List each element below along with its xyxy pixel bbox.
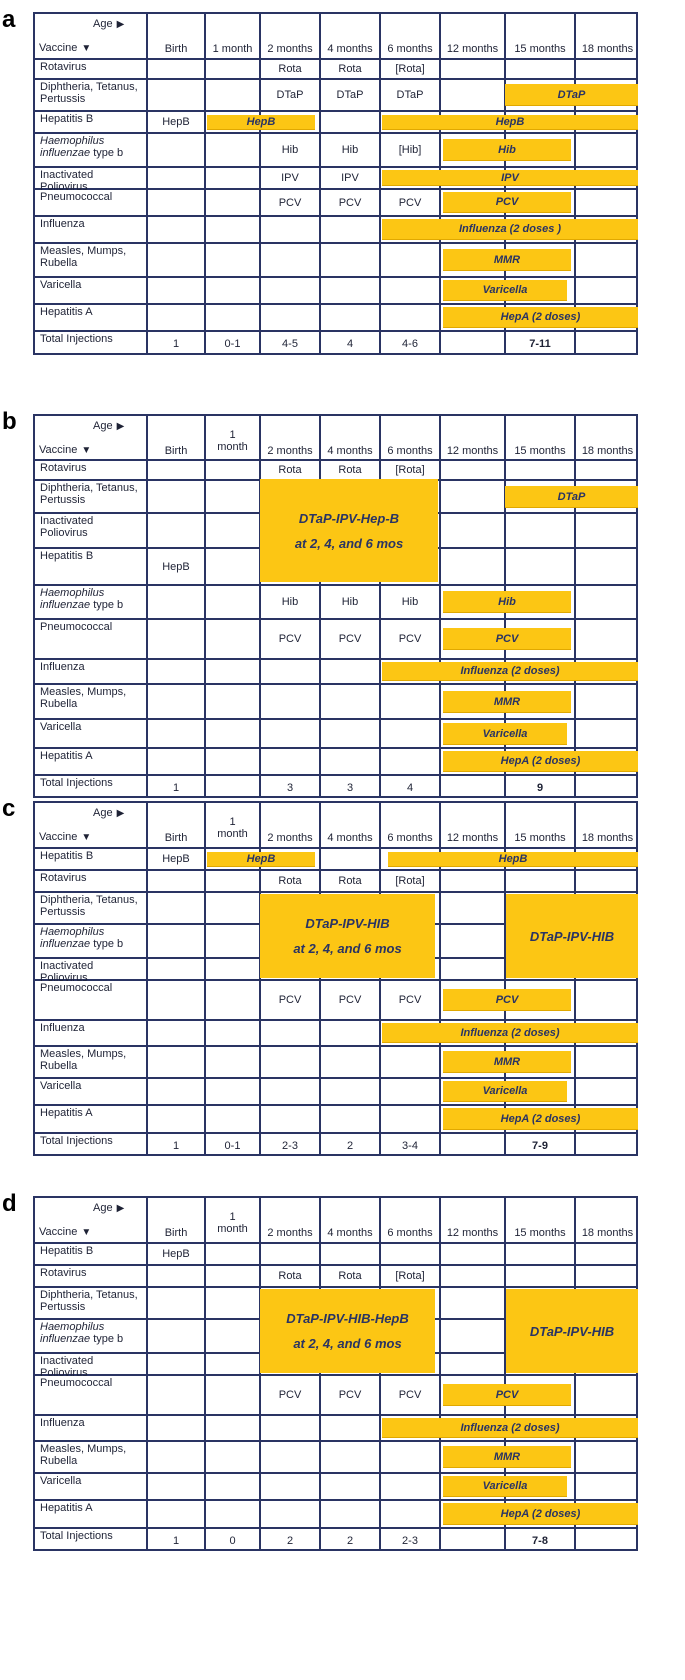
vaccine-label: Vaccine (39, 1226, 78, 1238)
vaccine-name-italic: Haemophilus (40, 1321, 105, 1333)
hib-dose: Hib (401, 596, 419, 608)
hib-dose: [Hib] (398, 144, 422, 156)
vaccine-row-label: Varicella (40, 1475, 82, 1487)
mmr-bar: MMR (443, 1051, 571, 1073)
row-divider (35, 1132, 636, 1134)
pneumococcal-dose: PCV (398, 1389, 422, 1401)
vaccine-row-label: Measles, Mumps, Rubella (40, 1048, 127, 1072)
varicella-bar: Varicella (443, 1476, 567, 1497)
right-arrow-icon: ▶ (116, 19, 125, 30)
panel-label: d (2, 1190, 17, 1217)
dtap-dose: DTaP (276, 89, 304, 101)
rotavirus-dose: Rota (278, 1270, 302, 1282)
vaccine-row-label: Diphtheria, Tetanus, Pertussis (40, 894, 138, 918)
hepb-birth-dose: HepB (162, 561, 190, 573)
age-column-header: 12 months (446, 445, 499, 457)
row-divider (35, 1077, 636, 1079)
row-divider (35, 78, 636, 80)
vaccine-row-label: Total Injections (40, 1135, 113, 1147)
schedule-panel-b (0, 408, 685, 800)
vaccine-row-label: Hepatitis B (40, 850, 94, 862)
row-divider (35, 1104, 636, 1106)
pneumococcal-dose: PCV (398, 633, 422, 645)
row-divider (35, 110, 636, 112)
age-label: Age (93, 807, 113, 819)
age-column-header: 6 months (387, 43, 433, 55)
row-divider (35, 1242, 636, 1244)
hib-dose: Hib (281, 596, 299, 608)
vaccine-row-label: Diphtheria, Tetanus, Pertussis (40, 1289, 138, 1313)
row-divider (35, 683, 636, 685)
row-divider (35, 774, 636, 776)
vaccine-name-italic: influenzae (40, 146, 91, 159)
dtap-dose: DTaP (396, 89, 424, 101)
total-injections-value: 3-4 (402, 1140, 418, 1152)
combo-booster-box (506, 1289, 638, 1373)
vaccine-row-label: Hepatitis B (40, 550, 94, 562)
vaccine-name-italic: Haemophilus (40, 926, 105, 938)
vaccine-label: Vaccine (39, 831, 78, 843)
schedule-grid (33, 414, 638, 798)
pneumococcal-dose: PCV (278, 994, 302, 1006)
row-divider (35, 1045, 636, 1047)
age-column-header: 4 months (327, 43, 373, 55)
pcv-catchup-bar: PCV (443, 192, 571, 213)
column-divider (204, 416, 206, 796)
vaccine-row-label: Measles, Mumps, Rubella (40, 686, 127, 710)
total-injections-value: 2 (346, 1140, 354, 1152)
age-column-header: Birth (164, 832, 188, 844)
combo-vaccine-box (260, 479, 438, 582)
age-header (93, 807, 124, 820)
vaccine-row-label: Pneumococcal (40, 621, 113, 633)
influenza-bar: Influenza (2 doses ) (382, 219, 638, 240)
vaccine-row-label: Rotavirus (40, 462, 87, 474)
ipv-dose: IPV (281, 172, 299, 184)
vaccine-row-label: Haemophilus influenzae type b (40, 1321, 124, 1345)
combo-vaccine-name: DTaP-IPV-Hep-B (298, 510, 400, 526)
hib-catchup-bar: Hib (443, 591, 571, 613)
hib-catchup-bar: Hib (443, 139, 571, 161)
vaccine-header (39, 1226, 91, 1239)
age-column-header: 2 months (267, 43, 313, 55)
hib-dose: Hib (341, 144, 359, 156)
total-injections-value: 0 (229, 1535, 236, 1547)
vaccine-row-label: Pneumococcal (40, 982, 113, 994)
age-column-header: 12 months (446, 1227, 499, 1239)
vaccine-name-italic: influenzae (40, 937, 91, 950)
combo-vaccine-schedule: at 2, 4, and 6 mos (293, 1336, 402, 1351)
vaccine-row-label: Inactivated Poliovirus (40, 1355, 94, 1379)
age-column-header: 4 months (327, 445, 373, 457)
total-injections-value: 2 (346, 1535, 354, 1547)
hepa-bar: HepA (2 doses) (443, 751, 638, 772)
hepa-bar: HepA (2 doses) (443, 1108, 638, 1130)
combo-vaccine-box (260, 894, 435, 978)
vaccine-row-label: Inactivated Poliovirus (40, 169, 94, 193)
pneumococcal-dose: PCV (338, 1389, 362, 1401)
combo-vaccine-schedule: at 2, 4, and 6 mos (293, 941, 402, 956)
row-divider (35, 1414, 636, 1416)
dtap-booster-bar: DTaP (505, 486, 638, 508)
age-column-header: 18 months (581, 1227, 634, 1239)
dtap-dose: DTaP (336, 89, 364, 101)
vaccine-row-label: Varicella (40, 721, 82, 733)
total-injections-value: 3 (346, 782, 354, 794)
vaccine-row-label: Inactivated Poliovirus (40, 515, 94, 539)
total-injections-value: 4 (406, 782, 414, 794)
row-divider (35, 718, 636, 720)
varicella-bar: Varicella (443, 723, 567, 745)
age-column-header: 1 month (212, 43, 253, 55)
down-arrow-icon: ▼ (81, 832, 92, 843)
hepb-birth-dose: HepB (162, 853, 190, 865)
hepb-bar: HepB (207, 115, 315, 130)
vaccine-row-label: Hepatitis A (40, 1502, 93, 1514)
vaccine-label: Vaccine (39, 444, 78, 456)
varicella-bar: Varicella (443, 280, 567, 301)
row-divider (35, 584, 636, 586)
vaccine-row-label: Haemophilus influenzae type b (40, 135, 124, 159)
hib-dose: Hib (281, 144, 299, 156)
vaccine-name-italic: influenzae (40, 598, 91, 611)
row-divider (35, 242, 636, 244)
rotavirus-dose: [Rota] (395, 1270, 425, 1282)
row-divider (35, 618, 636, 620)
combo-vaccine-schedule: at 2, 4, and 6 mos (294, 535, 404, 551)
vaccine-row-label: Influenza (40, 661, 85, 673)
ipv-bar: IPV (382, 170, 638, 186)
hepb-bar: HepB (382, 115, 638, 130)
hepb-bar: HepB (388, 852, 638, 867)
row-divider (35, 1264, 636, 1266)
total-injections-value: 1 (172, 338, 180, 350)
schedule-grid (33, 12, 638, 355)
vaccine-row-label: Hepatitis B (40, 113, 94, 125)
rotavirus-dose: Rota (278, 63, 302, 75)
vaccine-row-label: Varicella (40, 1080, 82, 1092)
pneumococcal-dose: PCV (398, 994, 422, 1006)
row-divider (35, 891, 636, 893)
total-injections-value: 0-1 (224, 338, 241, 350)
row-divider (35, 166, 636, 168)
pneumococcal-dose: PCV (278, 1389, 302, 1401)
rotavirus-dose: Rota (338, 1270, 362, 1282)
row-divider (35, 1499, 636, 1501)
total-injections-value: 7-9 (532, 1140, 548, 1152)
total-injections-value: 1 (172, 1140, 180, 1152)
row-divider (35, 1472, 636, 1474)
pneumococcal-dose: PCV (338, 633, 362, 645)
vaccine-row-label: Inactivated Poliovirus (40, 960, 94, 984)
age-column-header: 6 months (387, 445, 433, 457)
row-divider (35, 869, 636, 871)
pneumococcal-dose: PCV (338, 197, 362, 209)
age-column-header: Birth (164, 43, 188, 55)
total-injections-value: 7-11 (529, 338, 551, 350)
right-arrow-icon: ▶ (116, 1203, 125, 1214)
vaccine-row-label: Rotavirus (40, 872, 87, 884)
vaccine-row-label: Pneumococcal (40, 1377, 113, 1389)
hib-dose: Hib (341, 596, 359, 608)
vaccine-row-label: Rotavirus (40, 61, 87, 73)
age-column-header: 2 months (267, 1227, 313, 1239)
right-arrow-icon: ▶ (116, 421, 125, 432)
vaccine-name-italic: Haemophilus (40, 587, 105, 599)
row-divider (35, 747, 636, 749)
combo-booster-name: DTaP-IPV-HIB (529, 928, 615, 944)
vaccine-name-italic: Haemophilus (40, 135, 105, 147)
down-arrow-icon: ▼ (81, 445, 92, 456)
age-column-header: 1 month (217, 1211, 248, 1235)
right-arrow-icon: ▶ (116, 808, 125, 819)
age-column-header: 15 months (514, 445, 566, 457)
total-injections-value: 3 (286, 782, 294, 794)
age-column-header: 12 months (446, 832, 499, 844)
column-divider (574, 416, 576, 796)
pneumococcal-dose: PCV (278, 197, 302, 209)
age-column-header: 1 month (217, 816, 248, 840)
pcv-catchup-bar: PCV (443, 628, 571, 650)
row-divider (35, 1286, 636, 1288)
age-label: Age (93, 18, 113, 30)
vaccine-row-label: Measles, Mumps, Rubella (40, 245, 127, 269)
age-column-header: 12 months (446, 43, 499, 55)
age-column-header: 15 months (514, 832, 566, 844)
vaccine-row-label: Influenza (40, 1417, 85, 1429)
row-divider (35, 58, 636, 60)
row-divider (35, 215, 636, 217)
age-header (93, 1202, 124, 1215)
age-column-header: 18 months (581, 832, 634, 844)
total-injections-value: 9 (536, 782, 544, 794)
combo-vaccine-name: DTaP-IPV-HIB-HepB (286, 1311, 409, 1326)
combo-booster-name: DTaP-IPV-HIB (529, 1323, 615, 1339)
row-divider (35, 276, 636, 278)
total-injections-value: 2 (286, 1535, 294, 1547)
age-column-header: 18 months (581, 445, 634, 457)
column-divider (146, 416, 148, 796)
total-injections-value: 4 (346, 338, 354, 350)
vaccine-name-italic: influenzae (40, 1332, 91, 1345)
mmr-bar: MMR (443, 691, 571, 713)
vaccine-header (39, 42, 91, 55)
pcv-catchup-bar: PCV (443, 1384, 571, 1406)
hepa-bar: HepA (2 doses) (443, 307, 638, 328)
rotavirus-dose: Rota (278, 875, 302, 887)
pcv-catchup-bar: PCV (443, 989, 571, 1011)
age-column-header: 4 months (327, 832, 373, 844)
row-divider (35, 1440, 636, 1442)
mmr-bar: MMR (443, 1446, 571, 1468)
vaccine-row-label: Influenza (40, 1022, 85, 1034)
vaccine-row-label: Hepatitis B (40, 1245, 94, 1257)
age-label: Age (93, 420, 113, 432)
combo-booster-box (506, 894, 638, 978)
age-column-header: Birth (164, 1227, 188, 1239)
vaccine-row-label: Measles, Mumps, Rubella (40, 1443, 127, 1467)
total-injections-value: 2-3 (402, 1535, 418, 1547)
vaccine-row-label: Haemophilus influenzae type b (40, 926, 124, 950)
dtap-booster-bar: DTaP (505, 84, 638, 106)
panel-label: b (2, 408, 17, 435)
rotavirus-dose: Rota (338, 63, 362, 75)
age-column-header: 2 months (267, 445, 313, 457)
hepb-birth-dose: HepB (162, 116, 190, 128)
influenza-bar: Influenza (2 doses) (382, 662, 638, 681)
hepa-bar: HepA (2 doses) (443, 1503, 638, 1525)
vaccine-header (39, 831, 91, 844)
schedule-panel-a (0, 6, 685, 357)
influenza-bar: Influenza (2 doses) (382, 1023, 638, 1043)
total-injections-value: 1 (172, 1535, 180, 1547)
influenza-bar: Influenza (2 doses) (382, 1418, 638, 1438)
ipv-dose: IPV (341, 172, 359, 184)
total-injections-value: 7-8 (532, 1535, 548, 1547)
total-injections-value: 2-3 (282, 1140, 298, 1152)
total-injections-value: 4-5 (282, 338, 298, 350)
vaccine-label: Vaccine (39, 42, 78, 54)
vaccine-row-label: Hepatitis A (40, 306, 93, 318)
pneumococcal-dose: PCV (398, 197, 422, 209)
age-column-header: 6 months (387, 1227, 433, 1239)
row-divider (35, 1019, 636, 1021)
age-column-header: 2 months (267, 832, 313, 844)
down-arrow-icon: ▼ (81, 43, 92, 54)
rotavirus-dose: Rota (338, 875, 362, 887)
panel-label: a (2, 6, 16, 33)
vaccine-row-label: Diphtheria, Tetanus, Pertussis (40, 81, 138, 105)
age-column-header: 15 months (514, 1227, 566, 1239)
rotavirus-dose: [Rota] (395, 875, 425, 887)
vaccine-row-label: Haemophilus influenzae type b (40, 587, 124, 611)
rotavirus-dose: [Rota] (395, 63, 425, 75)
row-divider (35, 658, 636, 660)
row-divider (35, 847, 636, 849)
vaccine-row-label: Influenza (40, 218, 85, 230)
age-column-header: 1 month (217, 429, 248, 453)
vaccine-row-label: Hepatitis A (40, 1107, 93, 1119)
row-divider (35, 459, 636, 461)
vaccine-row-label: Total Injections (40, 777, 113, 789)
total-injections-value: 0-1 (224, 1140, 241, 1152)
vaccine-row-label: Varicella (40, 279, 82, 291)
age-column-header: 15 months (514, 43, 566, 55)
total-injections-value: 4-6 (402, 338, 418, 350)
down-arrow-icon: ▼ (81, 1227, 92, 1238)
vaccine-header (39, 444, 91, 457)
row-divider (35, 303, 636, 305)
age-header (93, 18, 124, 31)
vaccine-row-label: Pneumococcal (40, 191, 113, 203)
rotavirus-dose: [Rota] (395, 464, 425, 476)
pneumococcal-dose: PCV (278, 633, 302, 645)
schedule-panel-d (0, 1190, 685, 1553)
age-column-header: 6 months (387, 832, 433, 844)
age-column-header: 18 months (581, 43, 634, 55)
hepb-bar: HepB (207, 852, 315, 867)
age-column-header: 4 months (327, 1227, 373, 1239)
row-divider (35, 330, 636, 332)
varicella-bar: Varicella (443, 1081, 567, 1102)
row-divider (35, 1527, 636, 1529)
vaccine-row-label: Total Injections (40, 333, 113, 345)
pneumococcal-dose: PCV (338, 994, 362, 1006)
rotavirus-dose: Rota (338, 464, 362, 476)
hepb-birth-dose: HepB (162, 1248, 190, 1260)
rotavirus-dose: Rota (278, 464, 302, 476)
schedule-grid (33, 1196, 638, 1551)
panel-label: c (2, 795, 16, 822)
schedule-grid (33, 801, 638, 1156)
age-label: Age (93, 1202, 113, 1214)
schedule-panel-c (0, 795, 685, 1158)
vaccine-row-label: Diphtheria, Tetanus, Pertussis (40, 482, 138, 506)
vaccine-row-label: Hepatitis A (40, 750, 93, 762)
combo-vaccine-box (260, 1289, 435, 1373)
vaccine-row-label: Rotavirus (40, 1267, 87, 1279)
age-header (93, 420, 124, 433)
vaccine-row-label: Total Injections (40, 1530, 113, 1542)
row-divider (35, 132, 636, 134)
total-injections-value: 1 (172, 782, 180, 794)
mmr-bar: MMR (443, 249, 571, 271)
combo-vaccine-name: DTaP-IPV-HIB (305, 916, 390, 931)
age-column-header: Birth (164, 445, 188, 457)
